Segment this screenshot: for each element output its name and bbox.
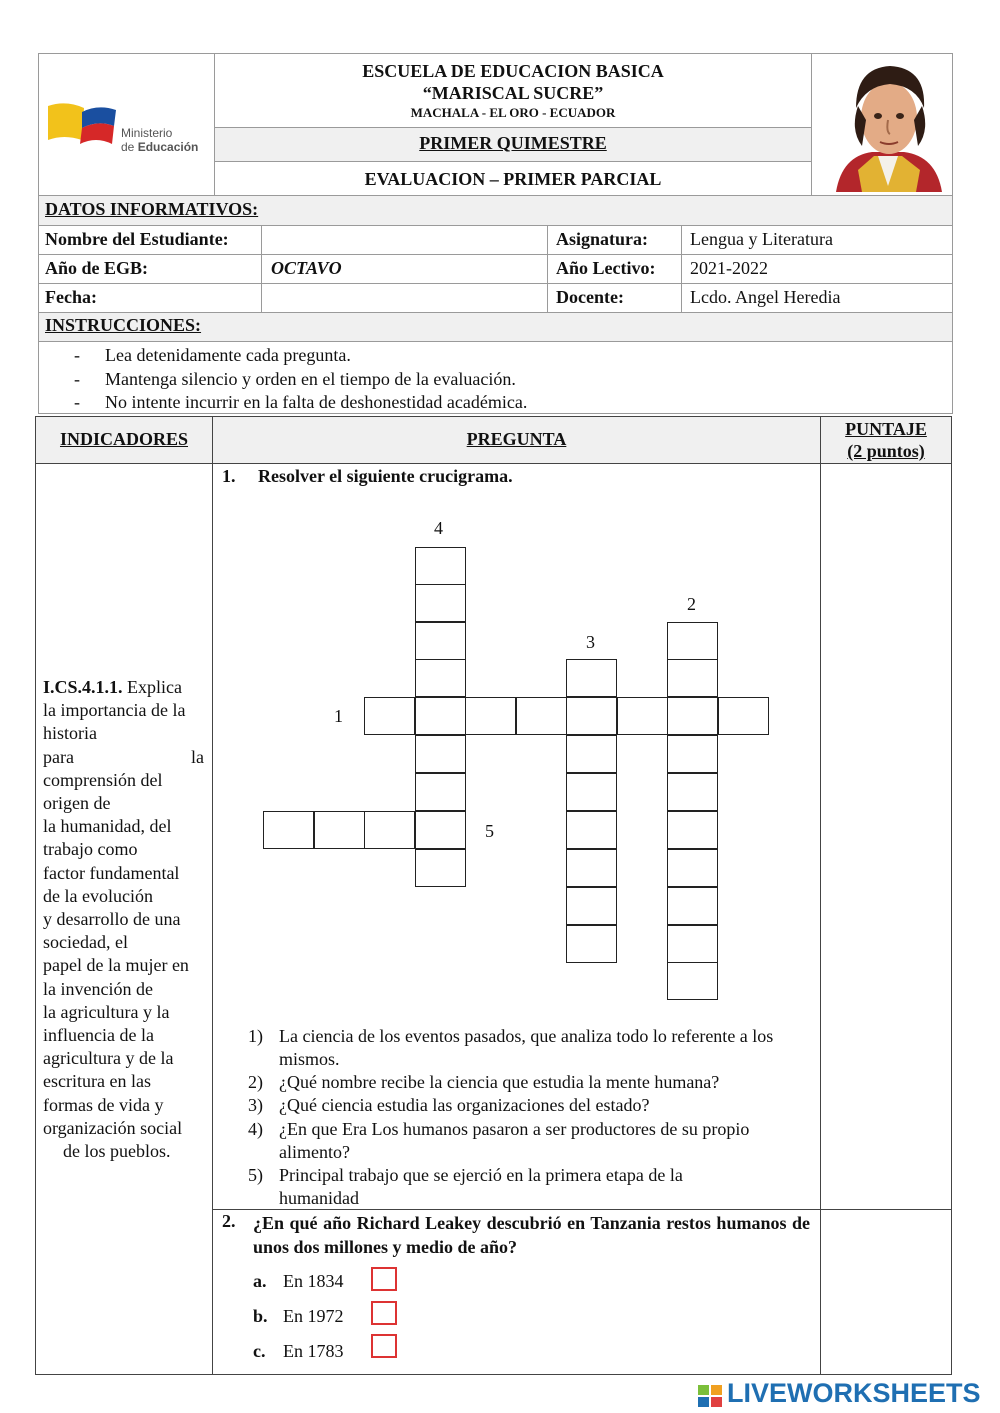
portrait-icon <box>832 60 944 192</box>
school-name-line2: “MARISCAL SUCRE” <box>422 83 604 103</box>
crossword-cell[interactable] <box>566 659 617 697</box>
clue-item: 3) ¿Qué ciencia estudia las organizaciones del estado? <box>248 1095 650 1115</box>
crossword-cell[interactable] <box>566 773 617 811</box>
indicator-text: I.CS.4.1.1. Explica la importancia de la historia para la comprensión del origen de la humanidad, del trabajo como factor fundamental de la evolución y desarrollo de una sociedad, el papel de la mujer en la invención de la agricultura y la influencia de la agricultura y de la escritura en las formas de vida y organización social de los pueblos. <box>43 677 204 1162</box>
liveworksheets-brand[interactable]: LIVEWORKSHEETS <box>698 1378 981 1408</box>
crossword-cell[interactable] <box>415 849 466 887</box>
crossword-cell[interactable] <box>415 735 466 773</box>
crossword-cell[interactable] <box>667 697 718 735</box>
crossword-cell[interactable] <box>566 849 617 887</box>
student-name-field[interactable] <box>268 229 538 249</box>
crossword-cell[interactable] <box>415 811 466 849</box>
crossword-cell[interactable] <box>465 697 516 735</box>
school-name-line1: ESCUELA DE EDUCACION BASICA <box>362 61 664 81</box>
date-field[interactable] <box>268 287 538 307</box>
crossword-number-4: 4 <box>434 518 443 538</box>
crossword-number-2: 2 <box>687 594 696 614</box>
student-name-label: Nombre del Estudiante: <box>45 229 229 249</box>
ecuador-flag-logo-icon <box>46 100 118 152</box>
instructions-list <box>74 344 527 415</box>
crossword-cell[interactable] <box>667 735 718 773</box>
crossword-cell[interactable] <box>415 547 466 585</box>
crossword-cell[interactable] <box>667 849 718 887</box>
crossword-cell[interactable] <box>667 811 718 849</box>
term-title: PRIMER QUIMESTRE <box>419 133 607 153</box>
crossword-cell[interactable] <box>667 622 718 660</box>
col-header-question: PREGUNTA <box>466 429 567 449</box>
crossword-cell[interactable] <box>415 584 466 622</box>
instruction-item: - No intente incurrir en la falta de deshonestidad académica. <box>74 392 528 412</box>
crossword-cell[interactable] <box>415 659 466 697</box>
crossword-cell[interactable] <box>566 811 617 849</box>
main-col-divider-1 <box>212 417 213 1374</box>
info-row-divider-2 <box>39 283 952 284</box>
main-col-divider-2 <box>820 417 821 1374</box>
clue-item: 5) Principal trabajo que se ejerció en la primera etapa de la humanidad <box>248 1165 683 1208</box>
crossword-cell[interactable] <box>263 811 314 849</box>
school-location: MACHALA - EL ORO - ECUADOR <box>410 105 616 120</box>
option-b-checkbox[interactable] <box>371 1301 397 1325</box>
crossword-number-1: 1 <box>334 706 343 726</box>
question-2-text: ¿En qué año Richard Leakey descubrió en Tanzania restos humanos de unos dos millones y medio de año? <box>253 1213 810 1257</box>
liveworksheets-logo-icon <box>698 1383 724 1407</box>
info-title-band <box>39 196 952 226</box>
grade-value: OCTAVO <box>271 258 342 278</box>
date-label: Fecha: <box>45 287 97 307</box>
crossword-cell[interactable] <box>667 925 718 963</box>
col-header-indicators: INDICADORES <box>59 429 189 449</box>
crossword-number-5: 5 <box>485 821 494 841</box>
crossword-cell[interactable] <box>667 962 718 1000</box>
subject-value: Lengua y Literatura <box>690 229 833 249</box>
crossword-cell[interactable] <box>566 697 617 735</box>
school-year-label: Año Lectivo: <box>556 258 656 278</box>
teacher-label: Docente: <box>556 287 624 307</box>
subject-label: Asignatura: <box>556 229 649 249</box>
instructions-title-band <box>39 313 952 342</box>
crossword-number-3: 3 <box>586 632 595 652</box>
crossword-cell[interactable] <box>667 659 718 697</box>
instruction-item: - Lea detenidamente cada pregunta. <box>74 345 351 365</box>
info-col-divider-3 <box>681 225 682 313</box>
instruction-item: - Mantenga silencio y orden en el tiempo de la evaluación. <box>74 368 516 389</box>
info-row-divider-1 <box>39 254 952 255</box>
info-section-title: DATOS INFORMATIVOS: <box>45 199 259 219</box>
info-col-divider-2 <box>547 225 548 313</box>
crossword-cell[interactable] <box>415 773 466 811</box>
header-portrait-divider <box>811 53 812 196</box>
crossword-cell[interactable] <box>617 697 668 735</box>
instructions-title: INSTRUCCIONES: <box>45 315 202 335</box>
ministry-label: Ministerio de Educación <box>121 126 199 154</box>
crossword-cell[interactable] <box>566 887 617 925</box>
exam-title: EVALUACION – PRIMER PARCIAL <box>364 169 662 189</box>
question-1-title: 1. Resolver el siguiente crucigrama. <box>222 466 513 486</box>
info-col-divider-1 <box>261 225 262 313</box>
option-c-checkbox[interactable] <box>371 1334 397 1358</box>
header-titles <box>215 53 811 196</box>
option-b: b. En 1972 <box>253 1306 344 1326</box>
clue-item: 2) ¿Qué nombre recibe la ciencia que estudia la mente humana? <box>248 1072 720 1092</box>
clue-item: 4) ¿En que Era Los humanos pasaron a ser productores de su propio alimento? <box>248 1119 750 1162</box>
crossword-cell[interactable] <box>718 697 769 735</box>
crossword-cell[interactable] <box>667 773 718 811</box>
option-a: a. En 1834 <box>253 1271 344 1291</box>
grade-label: Año de EGB: <box>45 258 149 278</box>
ministry-logo <box>46 100 211 160</box>
school-year-value: 2021-2022 <box>690 258 768 278</box>
crossword-cell[interactable] <box>415 622 466 660</box>
crossword-cell[interactable] <box>314 811 365 849</box>
crossword-cell[interactable] <box>667 887 718 925</box>
teacher-value: Lcdo. Angel Heredia <box>690 287 841 307</box>
option-a-checkbox[interactable] <box>371 1267 397 1291</box>
crossword-cell[interactable] <box>566 925 617 963</box>
option-c: c. En 1783 <box>253 1341 344 1361</box>
crossword-cell[interactable] <box>566 735 617 773</box>
question-2-number: 2. <box>222 1211 236 1231</box>
crossword-cell[interactable] <box>364 811 415 849</box>
clue-item: 1) La ciencia de los eventos pasados, que analiza todo lo referente a los mismos. <box>248 1026 774 1069</box>
col-header-score: PUNTAJE (2 puntos) <box>845 419 927 461</box>
crossword-cell[interactable] <box>516 697 567 735</box>
crossword-cell[interactable] <box>415 697 466 735</box>
crossword-cell[interactable] <box>364 697 415 735</box>
portrait-image <box>832 60 944 192</box>
